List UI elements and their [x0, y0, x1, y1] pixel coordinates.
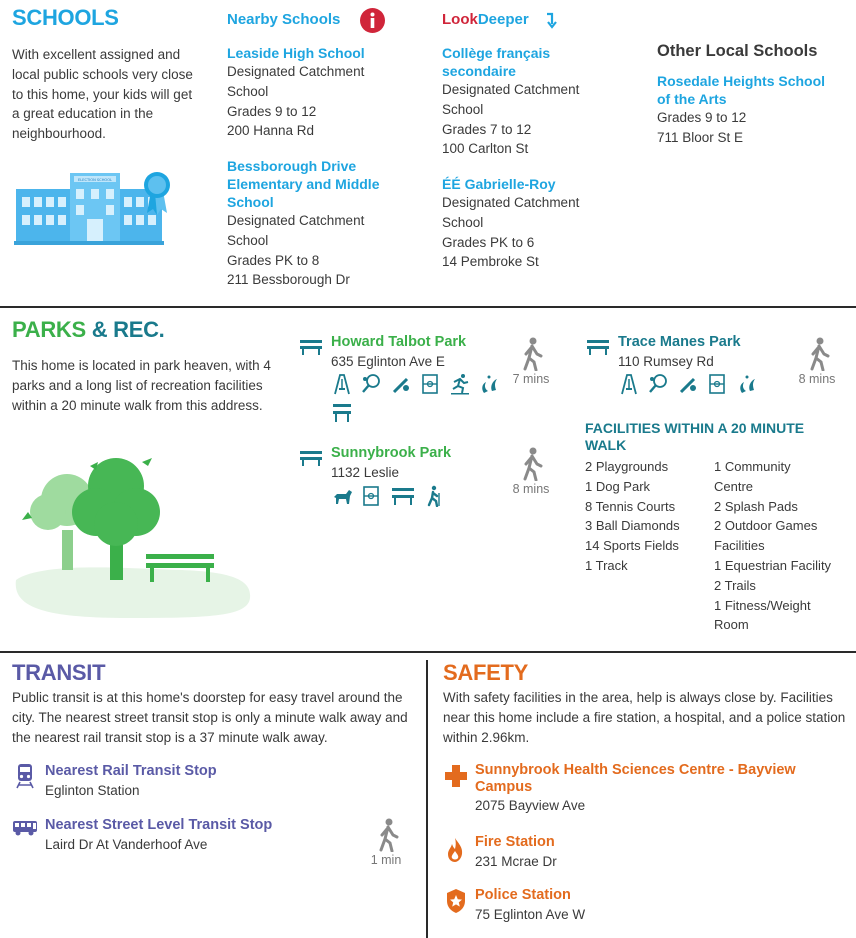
school-address: 14 Pembroke St — [442, 254, 539, 270]
playground-icon — [331, 373, 353, 395]
facilities-list-left — [585, 457, 710, 576]
hospital-address: 2075 Bayview Ave — [475, 798, 586, 813]
facility-item: 8 Tennis Courts — [585, 498, 676, 514]
bench-icon — [299, 449, 323, 467]
divider-parks-transit — [0, 651, 856, 653]
school-bessborough[interactable] — [227, 157, 427, 290]
facility-item: 1 Fitness/Weight — [714, 597, 811, 613]
splash-pad-icon — [736, 373, 758, 395]
street-stop[interactable] — [45, 816, 272, 855]
walk-icon — [521, 337, 543, 371]
transit-intro: Public transit is at this home's doorstep for easy travel around the city. The nearest street transit stop is only a minute walk away and the nearest rail transit stop is a 37 minute walk away. — [12, 690, 408, 745]
facility-item: 2 Outdoor Games — [714, 518, 818, 534]
walk-time: 1 min — [370, 853, 402, 867]
park-name: Howard Talbot Park — [331, 334, 467, 350]
divider-transit-safety — [426, 660, 428, 938]
walk-time: 8 mins — [512, 482, 550, 496]
sports-field-icon — [419, 373, 441, 395]
school-catchment: Designated Catchment — [227, 64, 365, 79]
hospital-name-line2: Campus — [475, 779, 533, 795]
facilities-title-line1: FACILITIES WITHIN A 20 MINUTE — [585, 420, 805, 436]
facility-item: 3 Ball Diamonds — [585, 518, 680, 534]
school-name-line1: Collège français — [442, 45, 551, 61]
park-name: Trace Manes Park — [618, 334, 741, 350]
facility-item: 1 Equestrian Facility — [714, 557, 832, 573]
school-catchment-2: School — [442, 214, 484, 230]
walk-icon — [377, 818, 399, 852]
hospital-name-line1: Sunnybrook Health Sciences Centre - Bayview — [475, 762, 796, 778]
lookdeeper-link[interactable] — [442, 11, 529, 28]
schools-intro: With excellent assigned and local public schools very close to this home, your kids will get a great education in the neighbourhood. — [12, 47, 193, 142]
school-address: 211 Bessborough Dr — [227, 272, 350, 288]
lookdeeper-look: Look — [442, 11, 478, 28]
info-icon[interactable] — [359, 7, 386, 34]
school-catchment: Designated Catchment — [442, 82, 580, 97]
fire-station[interactable] — [475, 833, 557, 872]
walk-time: 7 mins — [512, 372, 550, 386]
school-address: 100 Carlton St — [442, 141, 529, 157]
park-address: 110 Rumsey Rd — [618, 354, 714, 369]
track-icon — [449, 373, 471, 395]
school-grades: Grades 7 to 12 — [442, 121, 532, 137]
school-catchment: Designated Catchment — [442, 195, 580, 210]
hospital-cross-icon — [444, 764, 468, 788]
facility-item: Centre — [714, 478, 754, 494]
safety-intro: With safety facilities in the area, help is always close by. Facilities near this home include a fire station, a hospital, and a police station within 2.96km. — [443, 690, 846, 745]
school-rosedale[interactable] — [657, 72, 852, 148]
school-address: 200 Hanna Rd — [227, 123, 315, 139]
walk-icon — [521, 447, 543, 481]
safety-title: SAFETY — [443, 660, 528, 685]
facility-item: 1 Community — [714, 459, 791, 474]
walk-time: 8 mins — [798, 372, 836, 386]
park-howard-talbot[interactable] — [331, 333, 511, 372]
school-sign-text: ELECTION SCHOOL — [77, 178, 113, 182]
schools-title: SCHOOLS — [12, 5, 119, 30]
school-name-line3: School — [227, 194, 274, 210]
facilities-title-line2: WALK — [585, 437, 627, 453]
parks-title — [12, 317, 164, 343]
playground-icon — [618, 373, 640, 395]
rail-stop[interactable] — [45, 762, 217, 801]
police-badge-icon — [445, 888, 467, 914]
facility-item: 2 Playgrounds — [585, 459, 669, 474]
baseball-icon — [390, 373, 412, 395]
park-address: 1132 Leslie — [331, 465, 400, 480]
rail-stop-value: Eglinton Station — [45, 783, 140, 798]
school-name-line1: Rosedale Heights School — [657, 73, 826, 89]
police-station[interactable] — [475, 886, 585, 925]
park-amenity-icons — [331, 373, 503, 429]
tennis-icon — [360, 373, 382, 395]
park-name: Sunnybrook Park — [331, 445, 452, 461]
school-grades: Grades PK to 8 — [227, 252, 320, 268]
fire-station-name: Fire Station — [475, 834, 555, 850]
train-icon — [16, 763, 34, 789]
school-leaside[interactable] — [227, 44, 427, 141]
baseball-icon — [677, 373, 699, 395]
hiking-trail-icon — [423, 485, 445, 507]
facility-item: 1 Dog Park — [585, 478, 651, 494]
park-amenity-icons — [331, 485, 448, 512]
facility-item: Facilities — [714, 538, 765, 554]
school-name: ÉÉ Gabrielle-Roy — [442, 176, 556, 192]
sports-field-icon — [360, 485, 382, 507]
facilities-list-right — [714, 457, 854, 635]
school-gabrielle-roy[interactable] — [442, 175, 642, 272]
facility-item: 1 Track — [585, 557, 628, 573]
school-name-line1: Bessborough Drive — [227, 158, 357, 174]
fire-icon — [446, 837, 464, 863]
police-station-address: 75 Eglinton Ave W — [475, 907, 586, 922]
arrow-down-icon — [544, 12, 560, 30]
park-sunnybrook[interactable] — [331, 444, 511, 483]
school-grades: Grades PK to 6 — [442, 234, 535, 250]
parks-title-b: & REC. — [85, 317, 165, 342]
transit-title: TRANSIT — [12, 660, 106, 685]
police-station-name: Police Station — [475, 887, 571, 903]
school-catchment-2: School — [442, 101, 484, 117]
bench-icon — [299, 338, 323, 356]
picnic-table-icon — [390, 485, 416, 507]
bus-icon — [12, 820, 38, 836]
street-stop-label: Nearest Street Level Transit Stop — [45, 817, 273, 833]
divider-schools-parks — [0, 306, 856, 308]
school-catchment-2: School — [227, 83, 269, 99]
facility-item: 2 Splash Pads — [714, 498, 798, 514]
sports-field-icon — [706, 373, 728, 395]
school-name-line2: Elementary and Middle — [227, 176, 380, 192]
picnic-table-icon — [331, 402, 353, 424]
dog-park-icon — [331, 485, 353, 507]
facility-item: 2 Trails — [714, 577, 756, 593]
school-grades: Grades 9 to 12 — [657, 110, 747, 125]
rail-stop-label: Nearest Rail Transit Stop — [45, 763, 217, 779]
school-name: Leaside High School — [227, 45, 365, 61]
school-grades: Grades 9 to 12 — [227, 103, 317, 119]
walk-icon — [808, 337, 830, 371]
tennis-icon — [647, 373, 669, 395]
other-schools-header: Other Local Schools — [657, 42, 818, 60]
parks-title-a: PARKS — [12, 317, 86, 342]
park-trace-manes[interactable] — [618, 333, 798, 372]
nearby-schools-header: Nearby Schools — [227, 11, 341, 28]
school-name-line2: secondaire — [442, 63, 516, 79]
bench-icon — [586, 338, 610, 356]
park-trees-illustration — [12, 450, 256, 620]
facility-item: Room — [714, 617, 749, 633]
hospital[interactable] — [475, 762, 850, 816]
school-name-line2: of the Arts — [657, 91, 727, 107]
splash-pad-icon — [478, 373, 500, 395]
school-address: 711 Bloor St E — [657, 129, 744, 145]
park-amenity-icons — [618, 373, 761, 400]
fire-station-address: 231 Mcrae Dr — [475, 854, 557, 869]
street-stop-value: Laird Dr At Vanderhoof Ave — [45, 837, 208, 852]
school-catchment-2: School — [227, 232, 269, 248]
parks-intro: This home is located in park heaven, with 4 parks and a long list of recreation facilities within a 20 minute walk from this address. — [12, 358, 271, 413]
park-address: 635 Eglinton Ave E — [331, 354, 445, 369]
school-building-illustration — [14, 165, 174, 245]
facility-item: 14 Sports Fields — [585, 538, 679, 554]
school-catchment: Designated Catchment — [227, 213, 365, 228]
facilities-title — [585, 420, 804, 454]
lookdeeper-deeper: Deeper — [477, 11, 529, 28]
school-college-francais[interactable] — [442, 44, 642, 159]
